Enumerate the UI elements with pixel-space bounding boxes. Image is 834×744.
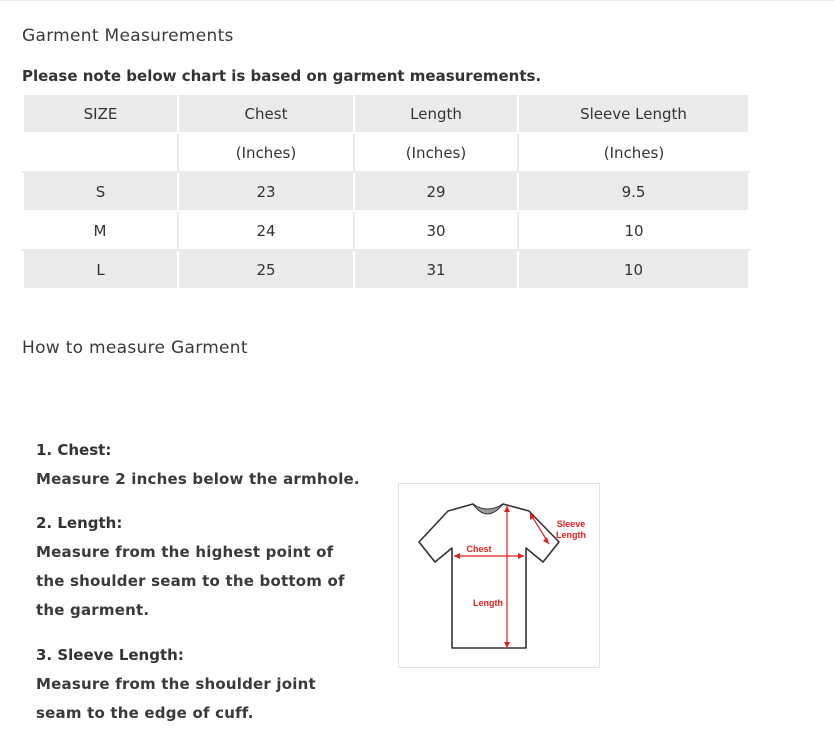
table-cell: 31	[354, 250, 518, 289]
table-cell: 25	[178, 250, 354, 289]
unit-cell	[23, 133, 178, 172]
tshirt-icon	[399, 484, 599, 667]
table-cell: S	[23, 172, 178, 211]
how-to-measure-heading: How to measure Garment	[22, 338, 248, 358]
instruction-text: seam to the edge of cuff.	[36, 704, 254, 722]
tshirt-measure-diagram	[398, 483, 600, 668]
garment-measurements-heading: Garment Measurements	[22, 26, 234, 46]
size-chart-table	[22, 93, 750, 290]
instruction-text: Measure from the shoulder joint	[36, 675, 316, 693]
table-cell: 24	[178, 211, 354, 250]
table-cell: 23	[178, 172, 354, 211]
instruction-title: 2. Length:	[36, 514, 123, 532]
unit-cell: (Inches)	[178, 133, 354, 172]
table-row	[23, 250, 749, 289]
table-cell: 30	[354, 211, 518, 250]
table-cell: M	[23, 211, 178, 250]
table-header-row	[23, 94, 749, 133]
header-cell: Chest	[178, 94, 354, 133]
table-units-row	[23, 133, 749, 172]
top-divider	[0, 0, 834, 1]
instruction-title: 1. Chest:	[36, 441, 112, 459]
instruction-title: 3. Sleeve Length:	[36, 646, 184, 664]
table-cell: 10	[518, 250, 749, 289]
instruction-text: Measure 2 inches below the armhole.	[36, 470, 360, 488]
sleeve-label-1: Sleeve	[556, 519, 586, 529]
instruction-text: the garment.	[36, 601, 150, 619]
header-cell: SIZE	[23, 94, 178, 133]
instruction-sleeve-length	[36, 641, 316, 728]
chest-label: Chest	[466, 544, 492, 554]
table-cell: 29	[354, 172, 518, 211]
table-cell: L	[23, 250, 178, 289]
instruction-text: Measure from the highest point of	[36, 543, 334, 561]
unit-cell: (Inches)	[354, 133, 518, 172]
table-row	[23, 172, 749, 211]
header-cell: Length	[354, 94, 518, 133]
sleeve-label-2: Length	[556, 530, 586, 540]
table-cell: 9.5	[518, 172, 749, 211]
header-cell: Sleeve Length	[518, 94, 749, 133]
chart-note: Please note below chart is based on garment measurements.	[22, 67, 542, 85]
instruction-chest	[36, 436, 360, 494]
table-row	[23, 211, 749, 250]
instruction-length	[36, 509, 345, 625]
instruction-text: the shoulder seam to the bottom of	[36, 572, 345, 590]
length-label: Length	[473, 598, 503, 608]
unit-cell: (Inches)	[518, 133, 749, 172]
table-cell: 10	[518, 211, 749, 250]
